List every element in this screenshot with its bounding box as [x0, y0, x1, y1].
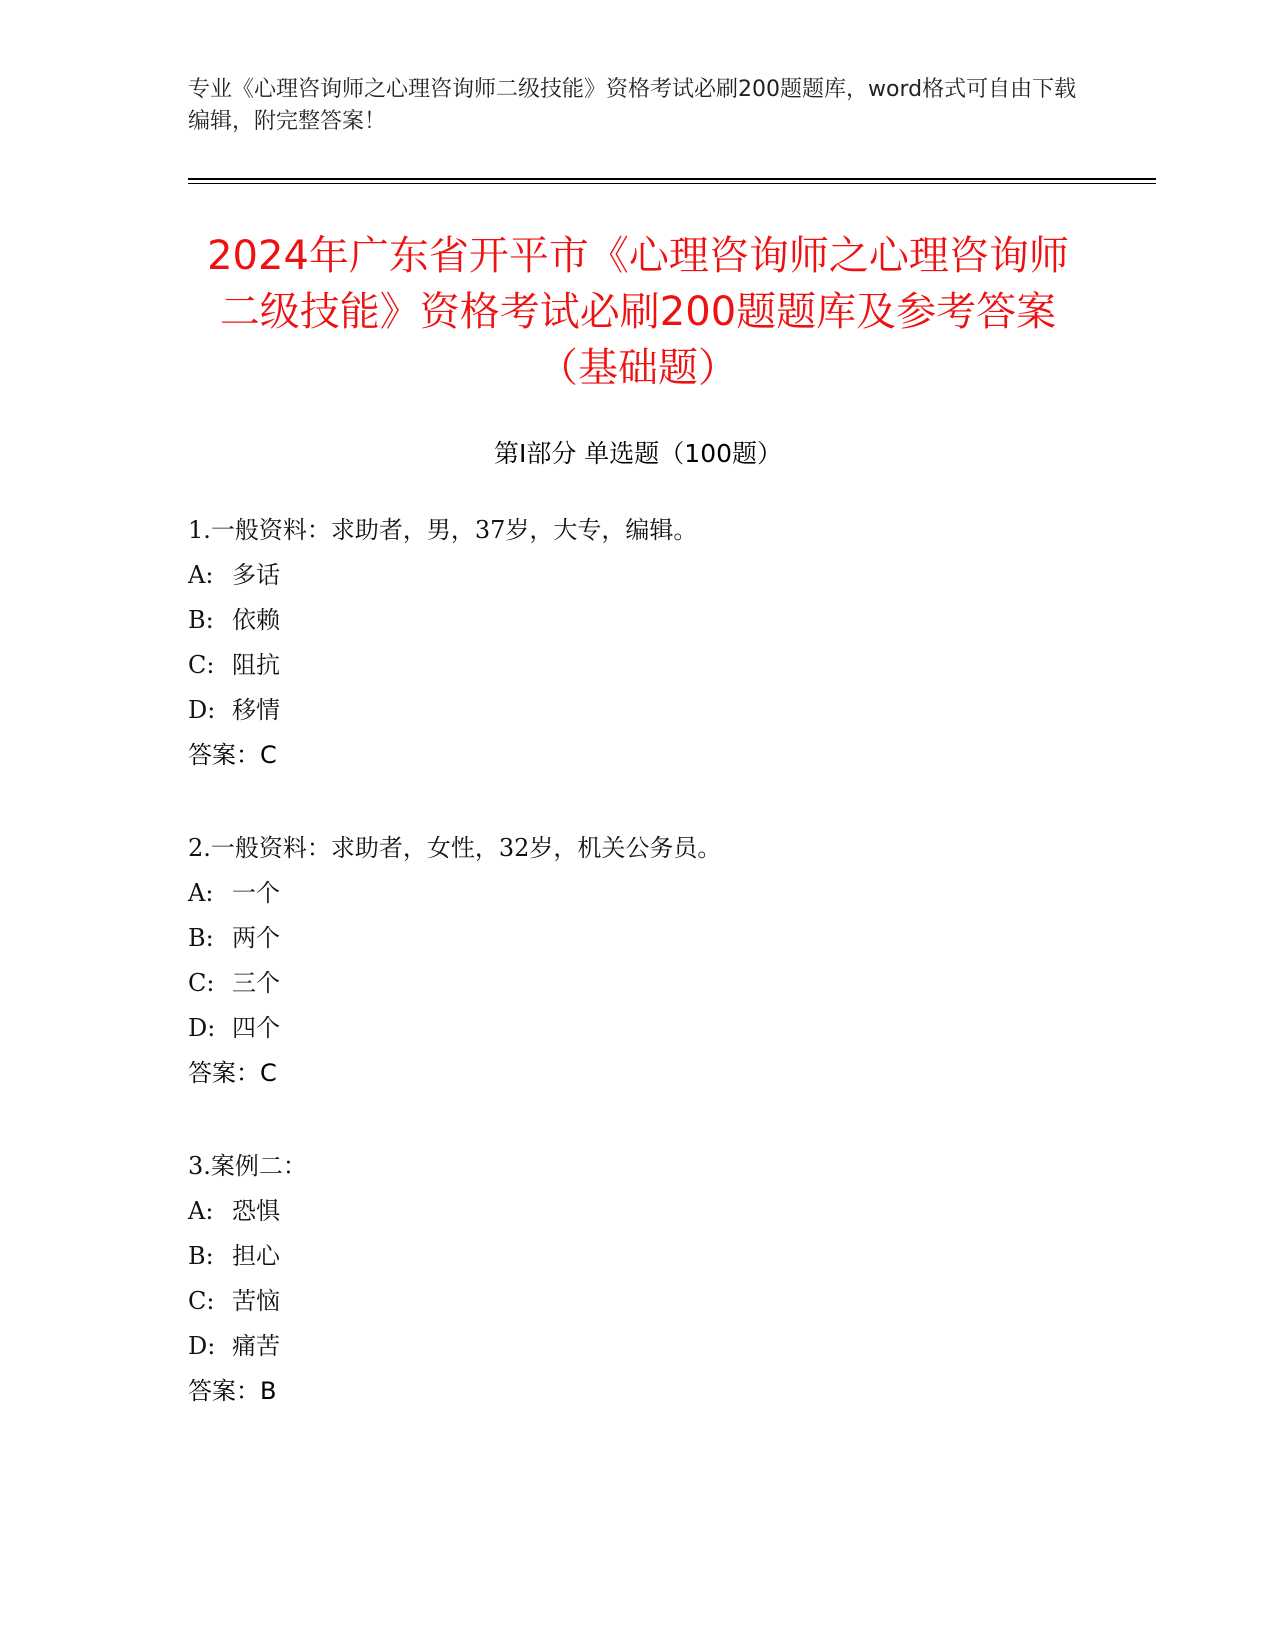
option-a [188, 553, 1088, 598]
option-text: 三个 [232, 969, 280, 997]
question-stem: 3.案例二： [188, 1152, 307, 1180]
option-text: 多话 [232, 561, 280, 589]
option-key: C: [188, 651, 215, 679]
option-c [188, 643, 1088, 688]
answer-line: 答案：B [188, 1377, 277, 1405]
option-b [188, 916, 1088, 961]
option-text: 苦恼 [232, 1287, 280, 1315]
option-text: 阻抗 [232, 651, 280, 679]
header-divider-thick [188, 178, 1156, 180]
option-b [188, 1234, 1088, 1279]
option-a [188, 1189, 1088, 1234]
option-key: B: [188, 1242, 214, 1270]
option-d [188, 1324, 1088, 1369]
question-block-2 [188, 826, 1088, 1096]
option-key: C: [188, 969, 215, 997]
option-text: 恐惧 [232, 1197, 280, 1225]
option-text: 两个 [232, 924, 280, 952]
answer-line: 答案：C [188, 1059, 277, 1087]
option-text: 痛苦 [232, 1332, 280, 1360]
option-text: 移情 [232, 696, 280, 724]
question-block-1 [188, 508, 1088, 778]
header-divider-thin [188, 183, 1156, 184]
option-key: A: [188, 879, 214, 907]
question-stem: 1.一般资料：求助者，男，37岁，大专，编辑。 [188, 516, 698, 544]
option-key: D: [188, 696, 216, 724]
option-text: 依赖 [232, 606, 280, 634]
section-title: 第Ⅰ部分 单选题（100题） [493, 439, 783, 468]
option-key: A: [188, 1197, 214, 1225]
question-stem: 2.一般资料：求助者，女性，32岁，机关公务员。 [188, 834, 722, 862]
option-a [188, 871, 1088, 916]
option-c [188, 961, 1088, 1006]
option-key: C: [188, 1287, 215, 1315]
document-title: 2024年广东省开平市《心理咨询师之心理咨询师二级技能》资格考试必刷200题题库及参考答案（基础题） [207, 233, 1069, 391]
option-key: B: [188, 924, 214, 952]
answer-line: 答案：C [188, 741, 277, 769]
option-d [188, 1006, 1088, 1051]
option-key: D: [188, 1332, 216, 1360]
option-text: 担心 [232, 1242, 280, 1270]
option-text: 四个 [232, 1014, 280, 1042]
option-d [188, 688, 1088, 733]
option-key: A: [188, 561, 214, 589]
option-key: B: [188, 606, 214, 634]
question-block-3 [188, 1144, 1088, 1414]
header-note: 专业《心理咨询师之心理咨询师二级技能》资格考试必刷200题题库，word格式可自由下载编辑，附完整答案！ [188, 77, 1077, 134]
option-b [188, 598, 1088, 643]
option-key: D: [188, 1014, 216, 1042]
option-text: 一个 [232, 879, 280, 907]
option-c [188, 1279, 1088, 1324]
